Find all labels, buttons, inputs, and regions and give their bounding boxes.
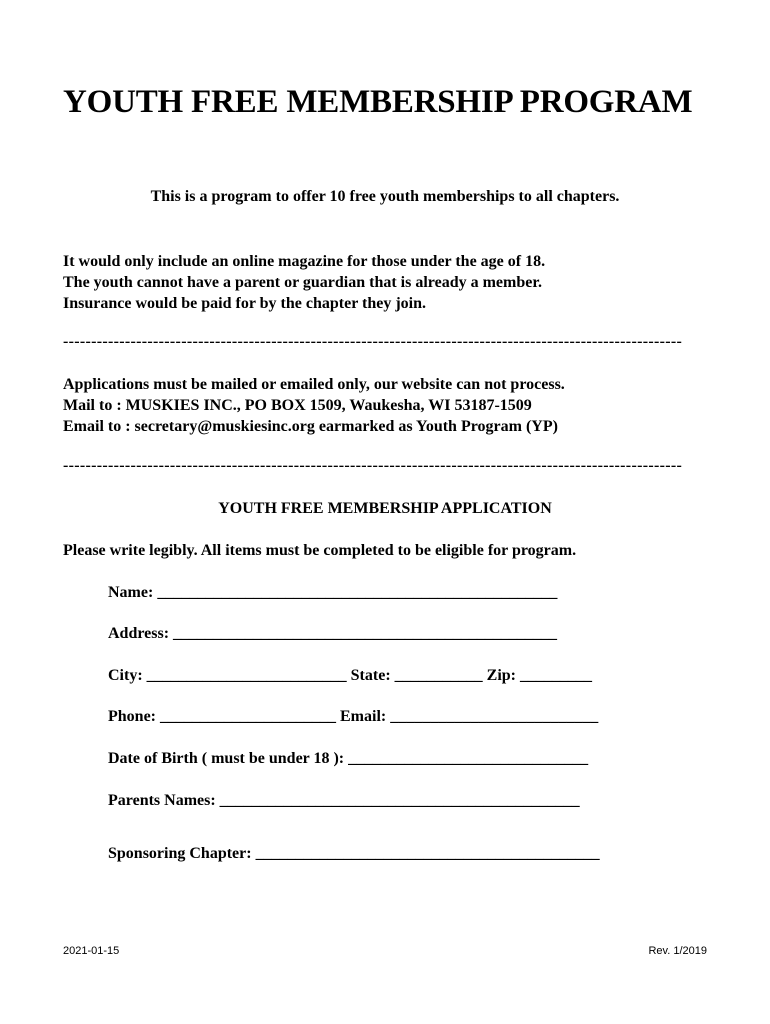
application-instruction: Please write legibly. All items must be completed to be eligible for program. <box>63 542 577 559</box>
divider: -------------------------------------------------------------------------------------------------------------- <box>63 333 683 350</box>
detail-line: Insurance would be paid for by the chapter they join. <box>63 295 426 312</box>
phone-email-field[interactable]: Phone: ______________________ Email: __________________________ <box>108 708 599 725</box>
page-title: YOUTH FREE MEMBERSHIP PROGRAM <box>63 84 693 120</box>
mailing-email: Email to : secretary@muskiesinc.org earmarked as Youth Program (YP) <box>63 418 558 435</box>
mailing-instructions <box>63 374 565 437</box>
program-intro: This is a program to offer 10 free youth memberships to all chapters. <box>150 188 620 205</box>
city-state-zip-field[interactable]: City: _________________________ State: ___________ Zip: _________ <box>108 667 592 684</box>
application-title: YOUTH FREE MEMBERSHIP APPLICATION <box>218 500 552 517</box>
detail-line: The youth cannot have a parent or guardian that is already a member. <box>63 274 542 291</box>
address-field[interactable]: Address: ________________________________________________ <box>108 625 558 642</box>
date-of-birth-field[interactable]: Date of Birth ( must be under 18 ): ______________________________ <box>108 750 589 767</box>
footer-date: 2021-01-15 <box>63 945 120 957</box>
footer-revision: Rev. 1/2019 <box>648 945 707 957</box>
sponsoring-chapter-field[interactable]: Sponsoring Chapter: ___________________________________________ <box>108 845 600 862</box>
detail-line: It would only include an online magazine for those under the age of 18. <box>63 253 546 270</box>
mailing-address: Mail to : MUSKIES INC., PO BOX 1509, Waukesha, WI 53187-1509 <box>63 397 532 414</box>
parents-names-field[interactable]: Parents Names: _____________________________________________ <box>108 792 580 809</box>
divider: -------------------------------------------------------------------------------------------------------------- <box>63 457 683 474</box>
mailing-line: Applications must be mailed or emailed only, our website can not process. <box>63 376 565 393</box>
name-field[interactable]: Name: __________________________________________________ <box>108 584 558 601</box>
program-details <box>63 251 545 314</box>
